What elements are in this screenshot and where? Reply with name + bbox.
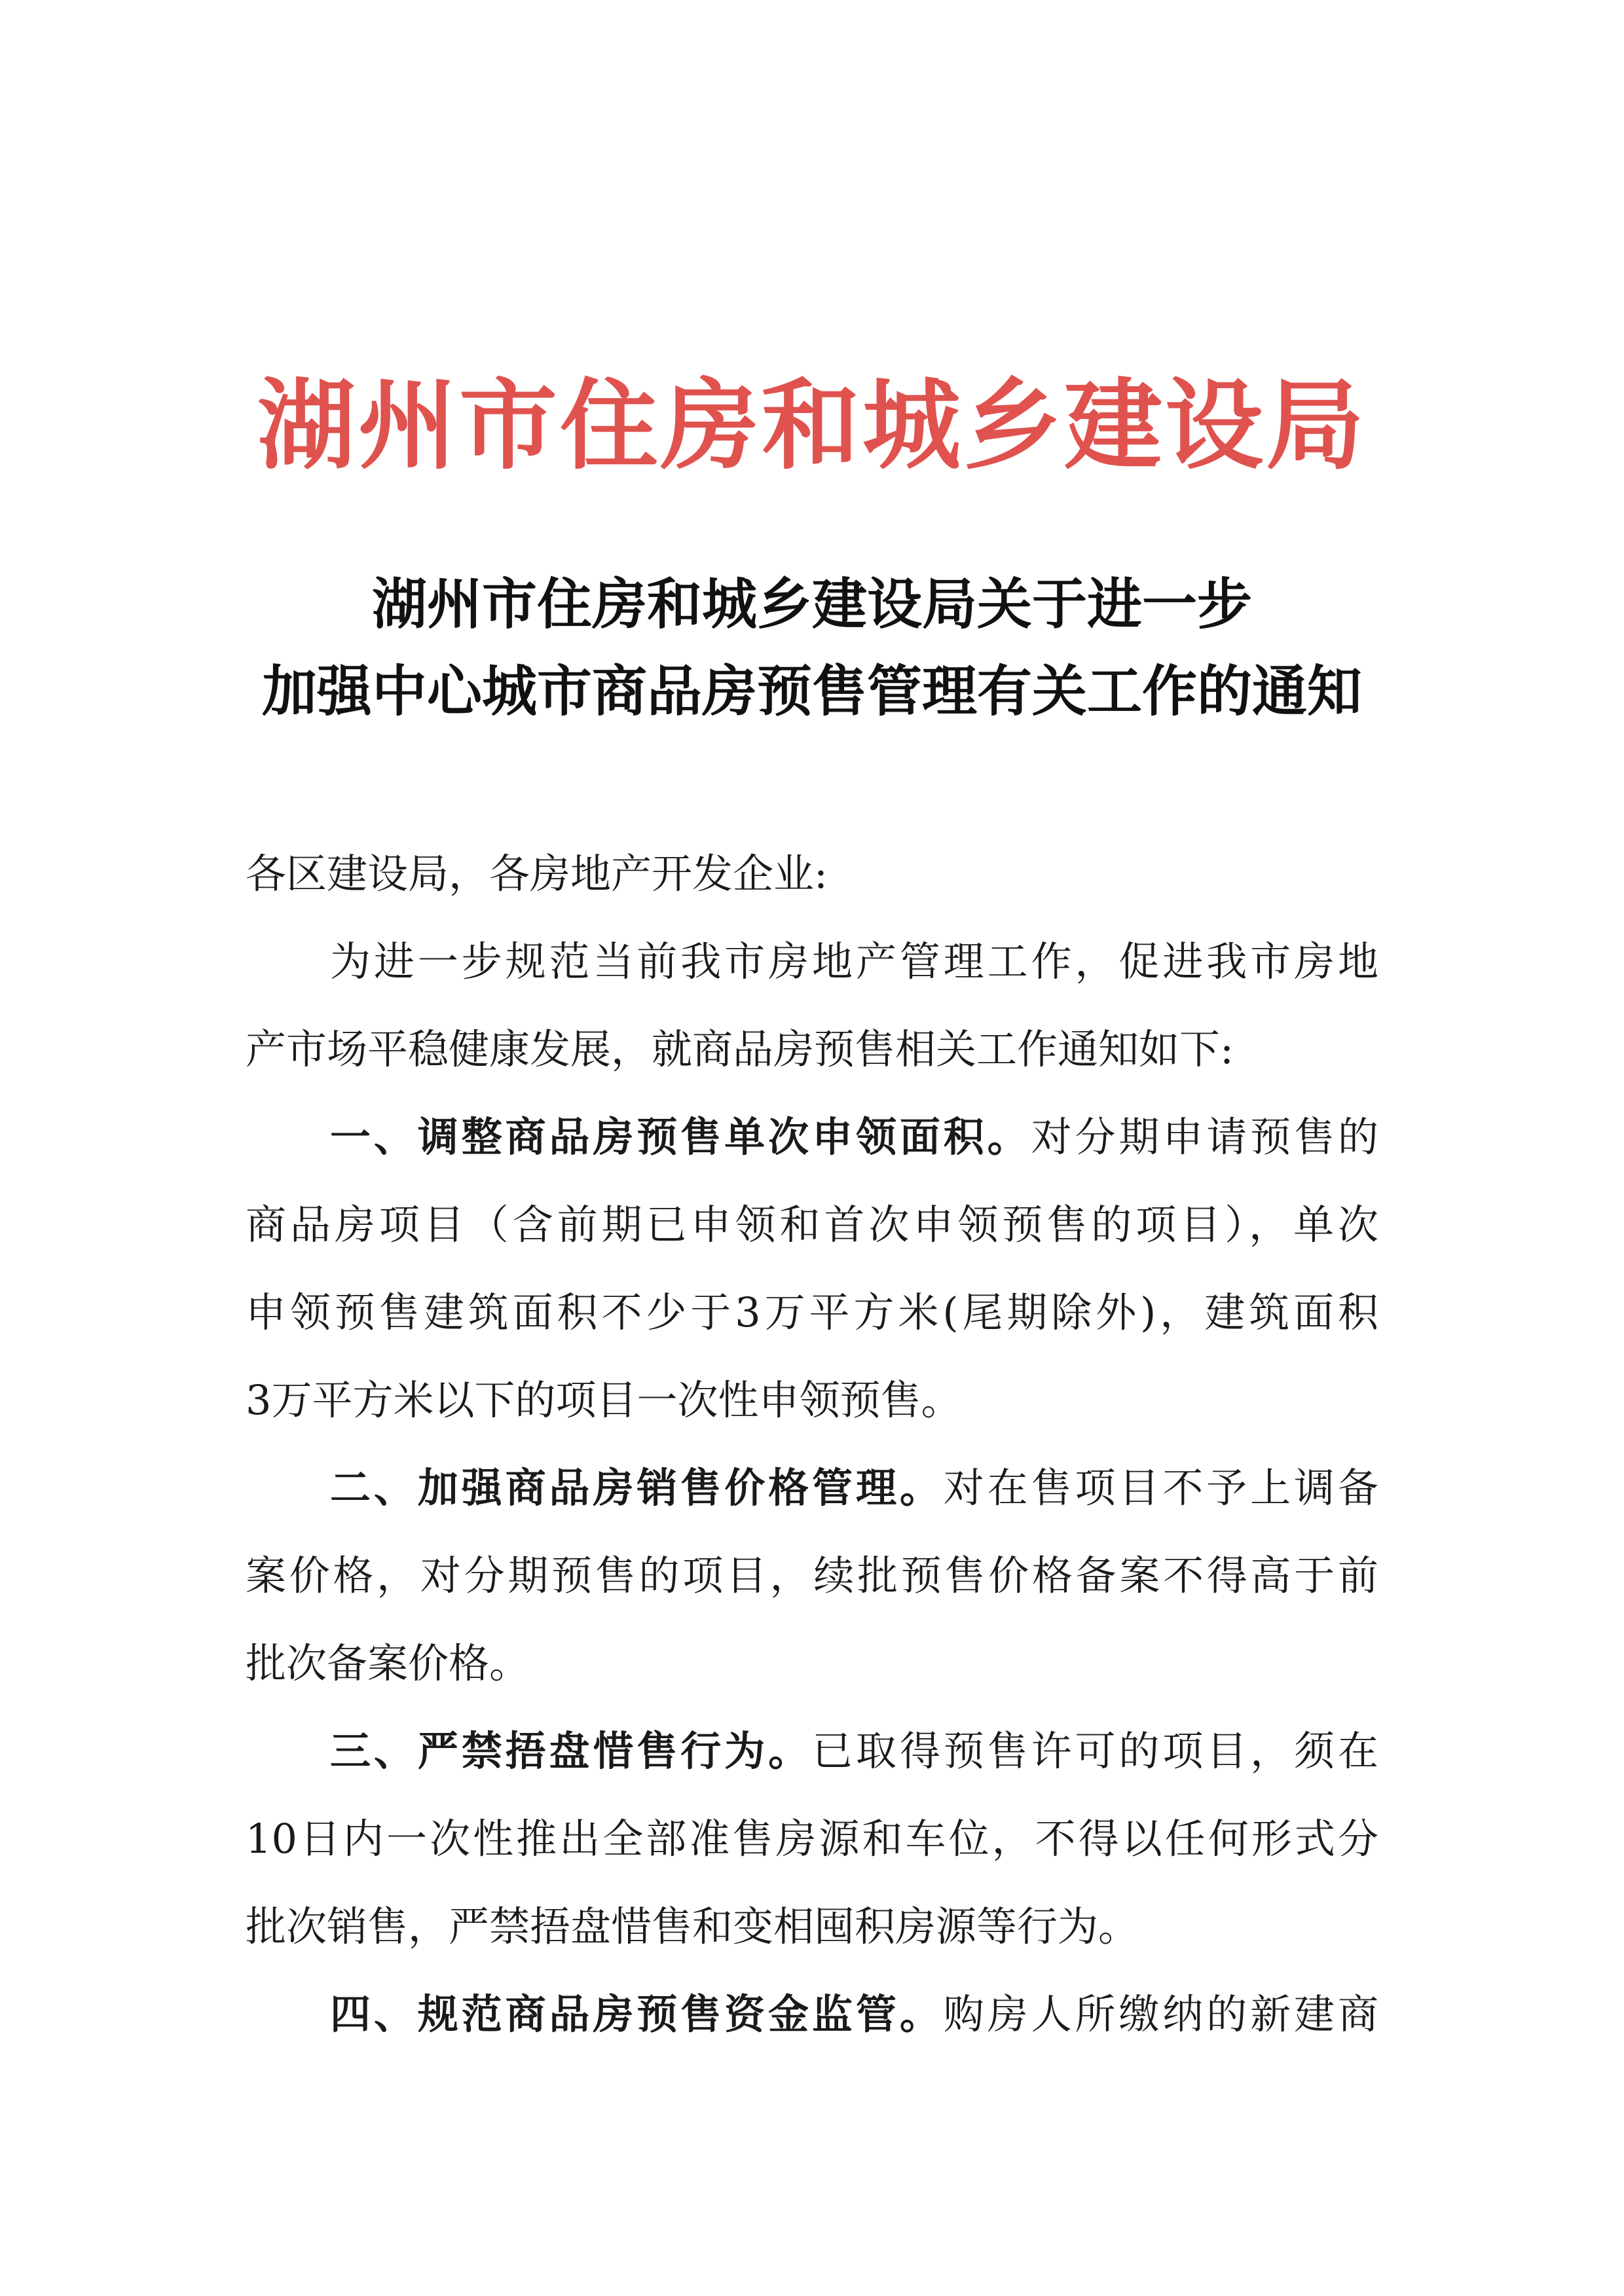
item-3-first-line bbox=[330, 1715, 1378, 1787]
item-4-text: 购房人所缴纳的新建商 bbox=[943, 1990, 1378, 2038]
item-3-text: 已取得预售许可的项目，须在 bbox=[812, 1727, 1378, 1775]
item-1-heading: 一、调整商品房预售单次申领面积。 bbox=[330, 1113, 1031, 1161]
item-3-line-3: 批次销售，严禁捂盘惜售和变相囤积房源等行为。 bbox=[246, 1903, 1139, 1950]
intro-line-2: 产市场平稳健康发展，就商品房预售相关工作通知如下: bbox=[246, 1025, 1234, 1073]
item-2-first-line bbox=[330, 1452, 1378, 1524]
item-2-line-2: 案价格，对分期预售的项目，续批预售价格备案不得高于前 bbox=[246, 1552, 1378, 1599]
item-1-line-4: 3万平方米以下的项目一次性申领预售。 bbox=[246, 1376, 962, 1424]
letterhead: 湖州市住房和城乡建设局 bbox=[257, 368, 1367, 483]
item-1-text: 对分期申请预售的 bbox=[1031, 1113, 1378, 1161]
item-1-line-3: 申领预售建筑面积不少于3万平方米(尾期除外)，建筑面积 bbox=[246, 1288, 1378, 1336]
notice-title-line-1: 湖州市住房和城乡建设局关于进一步 bbox=[371, 572, 1252, 636]
item-2-heading: 二、加强商品房销售价格管理。 bbox=[330, 1464, 944, 1512]
item-3-line-2: 10日内一次性推出全部准售房源和车位，不得以任何形式分 bbox=[246, 1815, 1378, 1863]
notice-title-line-2: 加强中心城市商品房预售管理有关工作的通知 bbox=[261, 659, 1362, 723]
item-4-heading: 四、规范商品房预售资金监管。 bbox=[330, 1990, 944, 2038]
item-1-first-line bbox=[330, 1101, 1378, 1173]
item-1-line-2: 商品房项目（含前期已申领和首次申领预售的项目），单次 bbox=[246, 1201, 1378, 1248]
item-2-line-3: 批次备案价格。 bbox=[246, 1639, 530, 1687]
intro-line-1: 为进一步规范当前我市房地产管理工作，促进我市房地 bbox=[330, 938, 1378, 985]
salutation: 各区建设局，各房地产开发企业: bbox=[246, 850, 828, 898]
item-2-text: 对在售项目不予上调备 bbox=[943, 1464, 1378, 1512]
item-4-first-line bbox=[330, 1978, 1378, 2050]
item-3-heading: 三、严禁捂盘惜售行为。 bbox=[330, 1727, 813, 1775]
